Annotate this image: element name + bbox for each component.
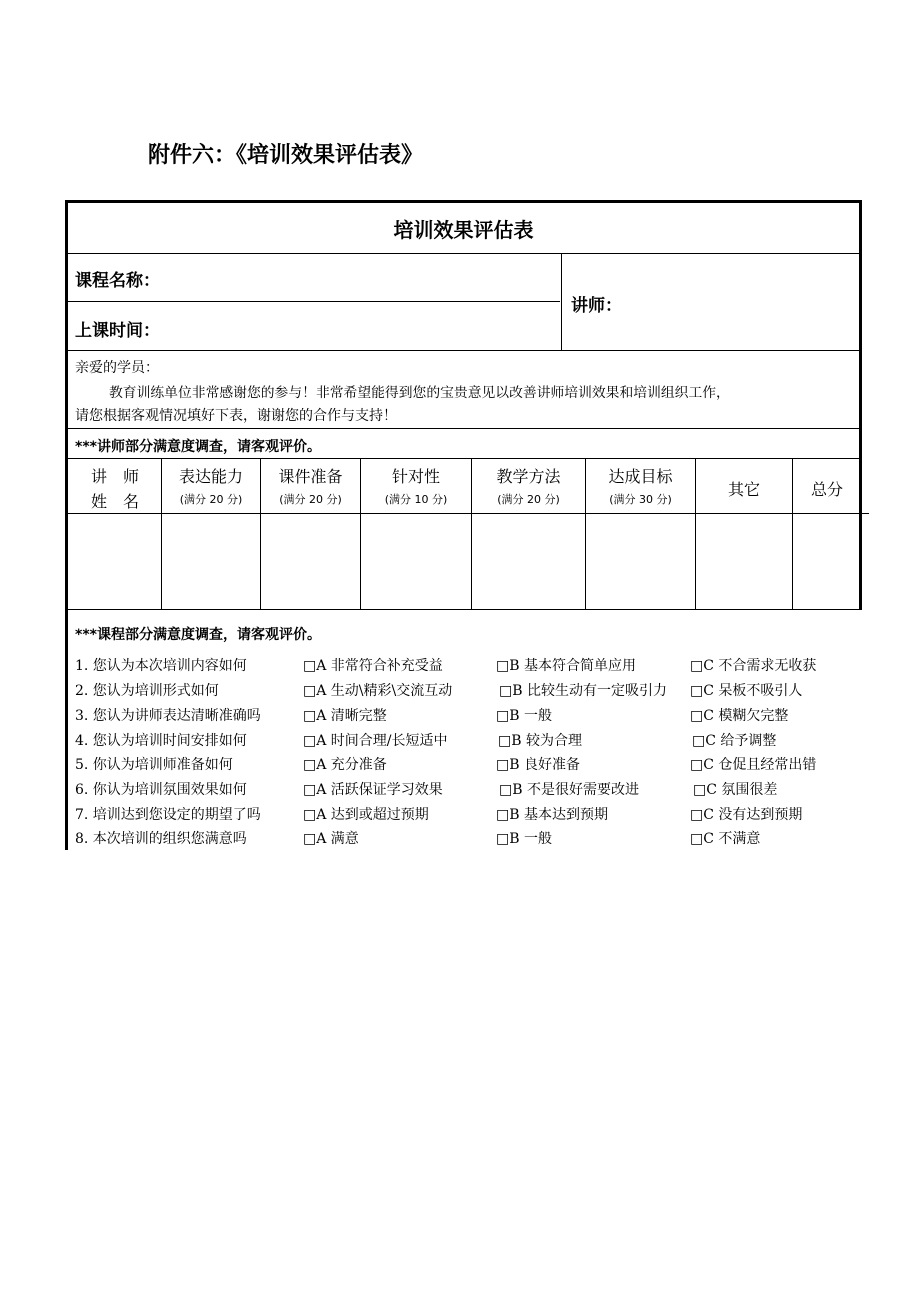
option-b-checkbox[interactable]: □B 一般 bbox=[496, 831, 552, 847]
question-text: 3. 您认为讲师表达清晰准确吗 bbox=[75, 708, 261, 724]
option-a-checkbox[interactable]: □A 清晰完整 bbox=[303, 708, 387, 724]
divider bbox=[471, 458, 472, 610]
divider bbox=[68, 428, 859, 429]
column-max-score: (满分 30 分) bbox=[609, 493, 672, 506]
question-text: 6. 你认为培训氛围效果如何 bbox=[75, 782, 247, 798]
form-left-border bbox=[65, 200, 68, 850]
divider bbox=[68, 458, 859, 459]
option-b-checkbox[interactable]: □B 比较生动有一定吸引力 bbox=[499, 683, 667, 699]
option-c-checkbox[interactable]: □C 没有达到预期 bbox=[690, 807, 803, 823]
divider bbox=[68, 513, 869, 514]
form-right-border bbox=[859, 200, 862, 610]
question-text: 7. 培训达到您设定的期望了吗 bbox=[75, 807, 261, 823]
column-header: 课件准备 bbox=[278, 467, 343, 486]
option-c-checkbox[interactable]: □C 氛围很差 bbox=[693, 782, 778, 798]
column-max-score: (满分 20 分) bbox=[179, 493, 243, 506]
option-a-checkbox[interactable]: □A 达到或超过预期 bbox=[303, 807, 429, 823]
divider bbox=[792, 458, 793, 610]
divider bbox=[68, 253, 859, 254]
question-text: 8. 本次培训的组织您满意吗 bbox=[75, 831, 247, 847]
option-a-checkbox[interactable]: □A 充分准备 bbox=[303, 757, 387, 773]
option-b-checkbox[interactable]: □B 一般 bbox=[496, 708, 552, 724]
column-header: 教学方法 bbox=[496, 467, 561, 486]
document-title: 附件六：《培训效果评估表》 bbox=[148, 143, 424, 168]
divider bbox=[260, 458, 261, 610]
option-b-checkbox[interactable]: □B 良好准备 bbox=[496, 757, 580, 773]
column-header: 针对性 bbox=[391, 467, 440, 486]
option-c-checkbox[interactable]: □C 模糊欠完整 bbox=[690, 708, 789, 724]
form-top-border bbox=[65, 200, 862, 203]
divider bbox=[561, 253, 562, 350]
divider bbox=[68, 609, 859, 610]
divider bbox=[585, 458, 586, 610]
intro-line-1: 教育训练单位非常感谢您的参与！非常希望能得到您的宝贵意见以改善讲师培训效果和培训组织工作， bbox=[109, 385, 730, 401]
column-max-score: (满分 10 分) bbox=[384, 493, 448, 506]
option-a-checkbox[interactable]: □A 时间合理/长短适中 bbox=[303, 733, 448, 749]
column-max-score: (满分 20 分) bbox=[497, 493, 560, 506]
column-header: 其它 bbox=[727, 480, 760, 499]
lecturer-section-heading: ***讲师部分满意度调查，请客观评价。 bbox=[75, 439, 321, 455]
column-header: 达成目标 bbox=[608, 467, 673, 486]
option-b-checkbox[interactable]: □B 基本符合简单应用 bbox=[496, 658, 636, 674]
divider bbox=[360, 458, 361, 610]
question-text: 2. 您认为培训形式如何 bbox=[75, 683, 219, 699]
option-c-checkbox[interactable]: □C 给予调整 bbox=[692, 733, 777, 749]
option-a-checkbox[interactable]: □A 非常符合补充受益 bbox=[303, 658, 443, 674]
lecturer-label: 讲师： bbox=[571, 296, 622, 316]
divider bbox=[161, 458, 162, 610]
lecturer-name-header: 讲 师 bbox=[90, 467, 139, 486]
column-max-score: (满分 20 分) bbox=[279, 493, 342, 506]
lecturer-name-header: 姓 名 bbox=[90, 492, 139, 511]
question-text: 5. 你认为培训师准备如何 bbox=[75, 757, 233, 773]
course-section-heading: ***课程部分满意度调查，请客观评价。 bbox=[75, 627, 321, 643]
option-c-checkbox[interactable]: □C 不满意 bbox=[690, 831, 761, 847]
option-a-checkbox[interactable]: □A 活跃保证学习效果 bbox=[303, 782, 443, 798]
divider bbox=[695, 458, 696, 610]
divider bbox=[68, 301, 560, 302]
option-b-checkbox[interactable]: □B 基本达到预期 bbox=[496, 807, 608, 823]
option-c-checkbox[interactable]: □C 仓促且经常出错 bbox=[690, 757, 817, 773]
divider bbox=[68, 350, 859, 351]
form-title: 培训效果评估表 bbox=[393, 218, 534, 242]
class-time-label: 上课时间： bbox=[75, 321, 160, 341]
question-text: 1. 您认为本次培训内容如何 bbox=[75, 658, 247, 674]
column-header: 总分 bbox=[810, 480, 843, 499]
intro-line-2: 请您根据客观情况填好下表，谢谢您的合作与支持！ bbox=[75, 408, 397, 424]
intro-greeting: 亲爱的学员： bbox=[75, 360, 159, 376]
evaluation-form bbox=[65, 200, 862, 850]
course-name-label: 课程名称： bbox=[75, 271, 160, 291]
question-text: 4. 您认为培训时间安排如何 bbox=[75, 733, 247, 749]
option-a-checkbox[interactable]: □A 生动\精彩\交流互动 bbox=[303, 683, 453, 699]
option-a-checkbox[interactable]: □A 满意 bbox=[303, 831, 359, 847]
option-b-checkbox[interactable]: □B 较为合理 bbox=[498, 733, 582, 749]
option-c-checkbox[interactable]: □C 不合需求无收获 bbox=[690, 658, 817, 674]
column-header: 表达能力 bbox=[178, 467, 243, 486]
option-c-checkbox[interactable]: □C 呆板不吸引人 bbox=[690, 683, 803, 699]
option-b-checkbox[interactable]: □B 不是很好需要改进 bbox=[499, 782, 639, 798]
